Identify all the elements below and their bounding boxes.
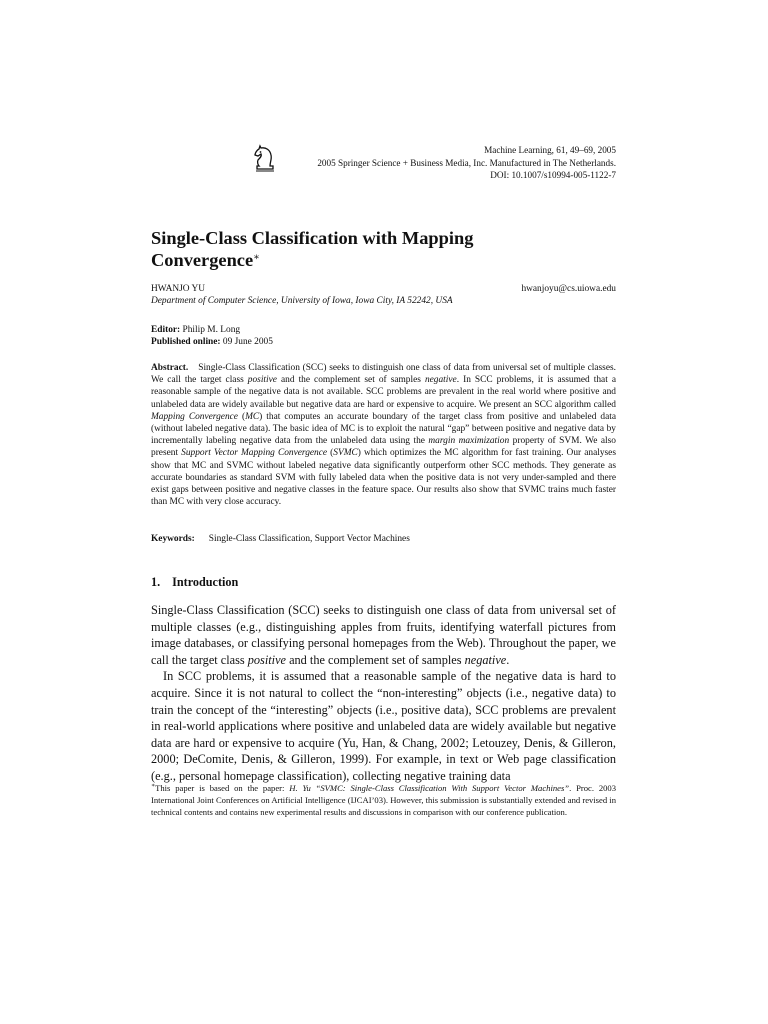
body-text-run: and the complement set of samples	[286, 652, 465, 667]
author-email: hwanjoyu@cs.uiowa.edu	[521, 284, 616, 294]
keywords-line	[151, 534, 616, 544]
publisher-line: 2005 Springer Science + Business Media, Inc. Manufactured in The Netherlands.	[317, 157, 616, 168]
footnote-text: . Proc. 2003 International Joint Conferences on Artificial Intelligence (IJCAI’03). However, this submission is substantially extended and revised in technical contents and contains new experimental results and discussions in comparison with our conference publication.	[151, 782, 617, 817]
abstract-emph: SVMC	[333, 448, 358, 459]
springer-knight-icon	[252, 144, 278, 172]
title-line-1: Single-Class Classification with Mapping	[151, 228, 474, 248]
footnote-text: This paper is based on the paper:	[155, 782, 290, 793]
footnote	[151, 780, 616, 818]
keywords-value: Single-Class Classification, Support Vector Machines	[208, 534, 410, 544]
abstract-emph: Mapping Convergence	[151, 411, 238, 422]
section-number: 1.	[151, 575, 161, 589]
body-text-run: Single-Class Classification (SCC) seeks to distinguish one class of data from universal set of multiple classes (e.g., distinguishing apples from fruits, identifying waterfall pictures from image databases, or classifying personal homepages from the Web). Throughout the paper, we call the target class	[151, 603, 616, 667]
journal-header	[252, 144, 616, 182]
keywords-label: Keywords:	[151, 534, 195, 544]
abstract-text: . In SCC problems, it is assumed that a reasonable sample of the negative data is not available. SCC problems are prevalent in the real world where positive and unlabeled data are widely available but negative data are hard or expensive to acquire. We present an SCC algorithm called	[151, 375, 617, 410]
abstract-label: Abstract.	[151, 363, 189, 373]
paragraph-1	[151, 602, 616, 668]
abstract-text: Single-Class Classification (SCC) seeks to distinguish one class of data from universal set of multiple classes. We call the target class	[151, 363, 616, 386]
abstract-text: property of SVM. We also present	[151, 436, 616, 459]
abstract-text: and the complement set of samples	[276, 375, 425, 386]
footnote-mark: ∗	[151, 783, 156, 789]
author-row	[151, 284, 616, 294]
paper-title	[151, 227, 621, 271]
abstract-text: ) that computes an accurate boundary of the target class from positive and unlabeled data (without labeled negative data). The basic idea of MC is to exploit the natural “gap” between positive and negative data by incrementally labeling negative data from the unlabeled data using the	[151, 411, 616, 447]
footnote-emph: H. Yu “SVMC: Single-Class Classification With Support Vector Machines”	[289, 782, 570, 793]
title-footnote-mark: ∗	[253, 252, 260, 263]
section-heading	[151, 575, 238, 590]
abstract-text: (	[237, 411, 246, 422]
published-line	[151, 337, 616, 347]
editor-label: Editor:	[151, 325, 181, 335]
editor-name: Philip M. Long	[182, 325, 241, 335]
abstract-text: (	[327, 448, 334, 459]
section-title: Introduction	[172, 575, 239, 589]
editor-line	[151, 325, 616, 335]
published-label: Published online:	[151, 337, 221, 347]
doi-line: DOI: 10.1007/s10994-005-1122-7	[490, 170, 616, 181]
abstract-emph: margin maximization	[428, 436, 510, 447]
paragraph-2: In SCC problems, it is assumed that a reasonable sample of the negative data is hard to acquire. Since it is not natural to collect the “non-interesting” objects (i.e., negative data) to train the concept of the “interesting” objects (i.e., positive data), SCC problems are prevalent in real-world applications where positive and unlabeled data are widely available but negative data are hard or expensive to acquire (Yu, Han, & Chang, 2002; Letouzey, Denis, & Gilleron, 2000; DeComite, Denis, & Gilleron, 1999). For example, in text or Web page classification (e.g., personal homepage classification), collecting negative training data	[151, 669, 616, 783]
body-emph: negative	[464, 652, 507, 667]
abstract	[151, 362, 616, 508]
abstract-emph: negative	[424, 375, 457, 386]
author-name: HWANJO YU	[151, 284, 206, 294]
abstract-emph: MC	[245, 411, 260, 422]
abstract-text: ) which optimizes the MC algorithm for fast training. Our analyses show that MC and SVMC without labeled negative data significantly outperform other SCC methods. They generate as accurate boundaries as standard SVM with fully labeled data when the positive data is not very under-sampled and there exist gaps between positive and negative classes in the feature space. Our results also show that SVMC trains much faster than MC with very close accuracy.	[151, 448, 616, 508]
abstract-emph: positive	[247, 375, 277, 386]
body-text	[151, 602, 616, 785]
title-line-2: Convergence	[151, 250, 254, 270]
author-affiliation: Department of Computer Science, University of Iowa, Iowa City, IA 52242, USA	[151, 296, 453, 306]
body-text-run: .	[506, 652, 510, 667]
journal-citation: Machine Learning, 61, 49–69, 2005	[484, 145, 616, 155]
body-emph: positive	[247, 652, 286, 667]
abstract-emph: Support Vector Mapping Convergence	[181, 448, 328, 459]
published-date: 09 June 2005	[222, 337, 273, 347]
